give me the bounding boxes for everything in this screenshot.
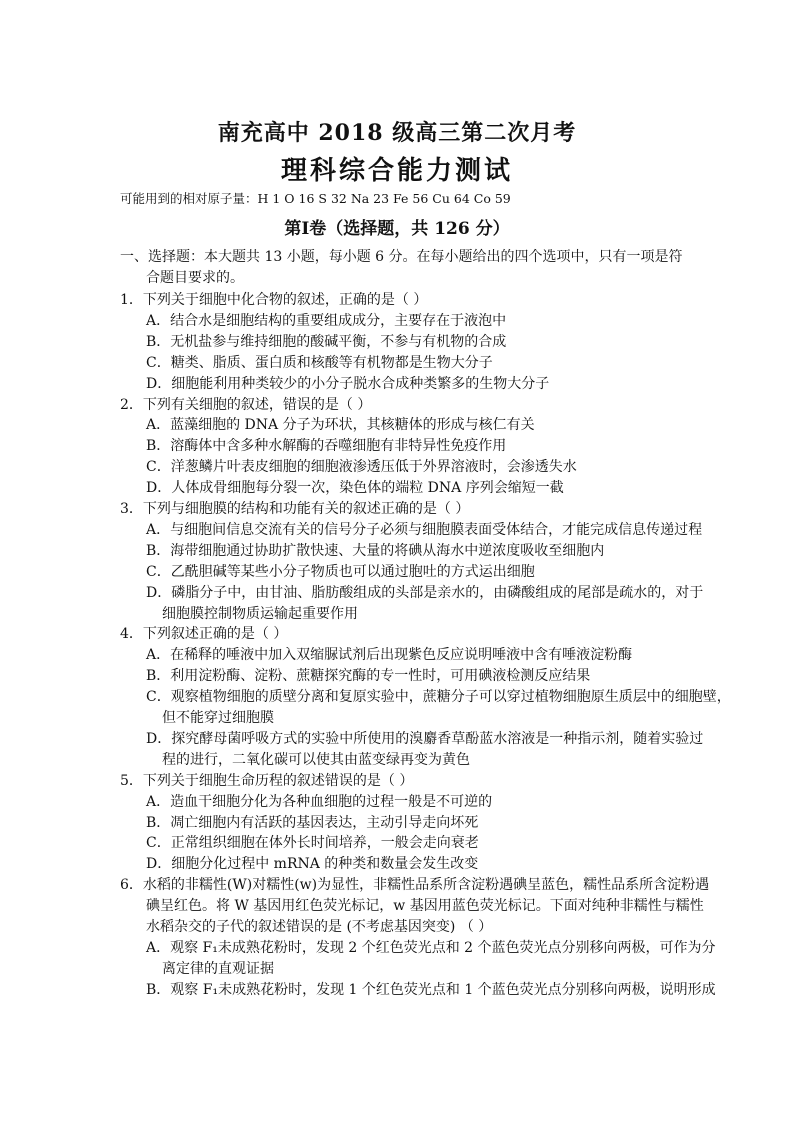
answer-option: 程的进行，二氧化碳可以使其由蓝变绿再变为黄色 <box>162 751 470 768</box>
answer-option: D．人体成骨细胞每分裂一次，染色体的端粒 DNA 序列会缩短一截 <box>146 480 564 497</box>
section-instruction: 一、选择题：本大题共 13 小题，每小题 6 分。在每小题给出的四个选项中，只有一项是符 <box>120 249 683 265</box>
answer-option: 但不能穿过细胞膜 <box>162 710 274 726</box>
answer-option: C．乙酰胆碱等某些小分子物质也可以通过胞吐的方式运出细胞 <box>146 563 535 580</box>
section-title: 第Ⅰ卷（选择题，共 126 分） <box>284 219 510 239</box>
question-stem: 3．下列与细胞膜的结构和功能有关的叙述正确的是（ ） <box>120 501 470 517</box>
atomic-masses-note: 可能用到的相对原子量：H 1 O 16 S 32 Na 23 Fe 56 Cu 64 Co 59 <box>120 191 511 206</box>
question-stem: 5．下列关于细胞生命历程的叙述错误的是（ ） <box>120 772 414 789</box>
answer-option: B．溶酶体中含多种水解酶的吞噬细胞有非特异性免疫作用 <box>146 438 507 455</box>
answer-option: B．海带细胞通过协助扩散快速、大量的将碘从海水中逆浓度吸收至细胞内 <box>146 542 605 559</box>
answer-option: C．糖类、脂质、蛋白质和核酸等有机物都是生物大分子 <box>146 354 493 371</box>
answer-option: B．利用淀粉酶、淀粉、蔗糖探究酶的专一性时，可用碘液检测反应结果 <box>146 668 591 685</box>
answer-option: A．观察 F₁未成熟花粉时，发现 2 个红色荧光点和 2 个蓝色荧光点分别移向两极，可作为分 <box>146 939 716 956</box>
question-stem: 水稻杂交的子代的叙述错误的是 (不考虑基因突变) （ ） <box>146 919 493 935</box>
question-stem: 碘呈红色。将 W 基因用红色荧光标记，w 基因用蓝色荧光标记。下面对纯种非糯性与糯性 <box>146 898 704 915</box>
answer-option: 离定律的直观证据 <box>162 960 274 977</box>
section-instruction-cont: 合题目要求的。 <box>146 270 244 286</box>
answer-option: B．观察 F₁未成熟花粉时，发现 1 个红色荧光点和 1 个蓝色荧光点分别移向两极，说明形成 <box>146 981 716 998</box>
answer-option: 细胞膜控制物质运输起重要作用 <box>162 605 358 622</box>
answer-option: B．无机盐参与维持细胞的酸碱平衡，不参与有机物的合成 <box>146 333 507 350</box>
answer-option: D．细胞分化过程中 mRNA 的种类和数量会发生改变 <box>146 856 479 873</box>
question-stem: 1．下列关于细胞中化合物的叙述，正确的是（ ） <box>120 292 428 308</box>
answer-option: D．细胞能利用种类较少的小分子脱水合成种类繁多的生物大分子 <box>146 375 550 392</box>
answer-option: C．正常组织细胞在体外长时间培养，一般会走向衰老 <box>146 835 479 852</box>
question-stem: 6．水稻的非糯性(W)对糯性(w)为显性，非糯性品系所含淀粉遇碘呈蓝色，糯性品系所含淀粉遇 <box>120 877 710 894</box>
answer-option: A．结合水是细胞结构的重要组成成分，主要存在于液泡中 <box>146 312 507 329</box>
answer-option: B．凋亡细胞内有活跃的基因表达，主动引导走向坏死 <box>146 814 479 831</box>
answer-option: C．洋葱鳞片叶表皮细胞的细胞液渗透压低于外界溶液时，会渗透失水 <box>146 459 577 476</box>
answer-option: D．探究酵母菌呼吸方式的实验中所使用的溴麝香草酚蓝水溶液是一种指示剂，随着实验过 <box>146 730 704 747</box>
question-stem: 2．下列有关细胞的叙述，错误的是（ ） <box>120 396 372 413</box>
question-stem: 4．下列叙述正确的是（ ） <box>120 626 288 643</box>
answer-option: A．与细胞间信息交流有关的信号分子必须与细胞膜表面受体结合，才能完成信息传递过程 <box>146 521 703 538</box>
exam-subtitle: 理科综合能力测试 <box>280 156 513 186</box>
answer-option: C．观察植物细胞的质壁分离和复原实验中，蔗糖分子可以穿过植物细胞原生质层中的细胞壁， <box>146 689 731 706</box>
answer-option: D．磷脂分子中，由甘油、脂肪酸组成的头部是亲水的，由磷酸组成的尾部是疏水的，对于 <box>146 584 704 601</box>
exam-title: 南充高中 2018 级高三第二次月考 <box>217 120 577 146</box>
answer-option: A．造血干细胞分化为各种血细胞的过程一般是不可逆的 <box>146 793 493 810</box>
answer-option: A．蓝藻细胞的 DNA 分子为环状，其核糖体的形成与核仁有关 <box>146 417 535 434</box>
answer-option: A．在稀释的唾液中加入双缩脲试剂后出现紫色反应说明唾液中含有唾液淀粉酶 <box>146 647 633 664</box>
